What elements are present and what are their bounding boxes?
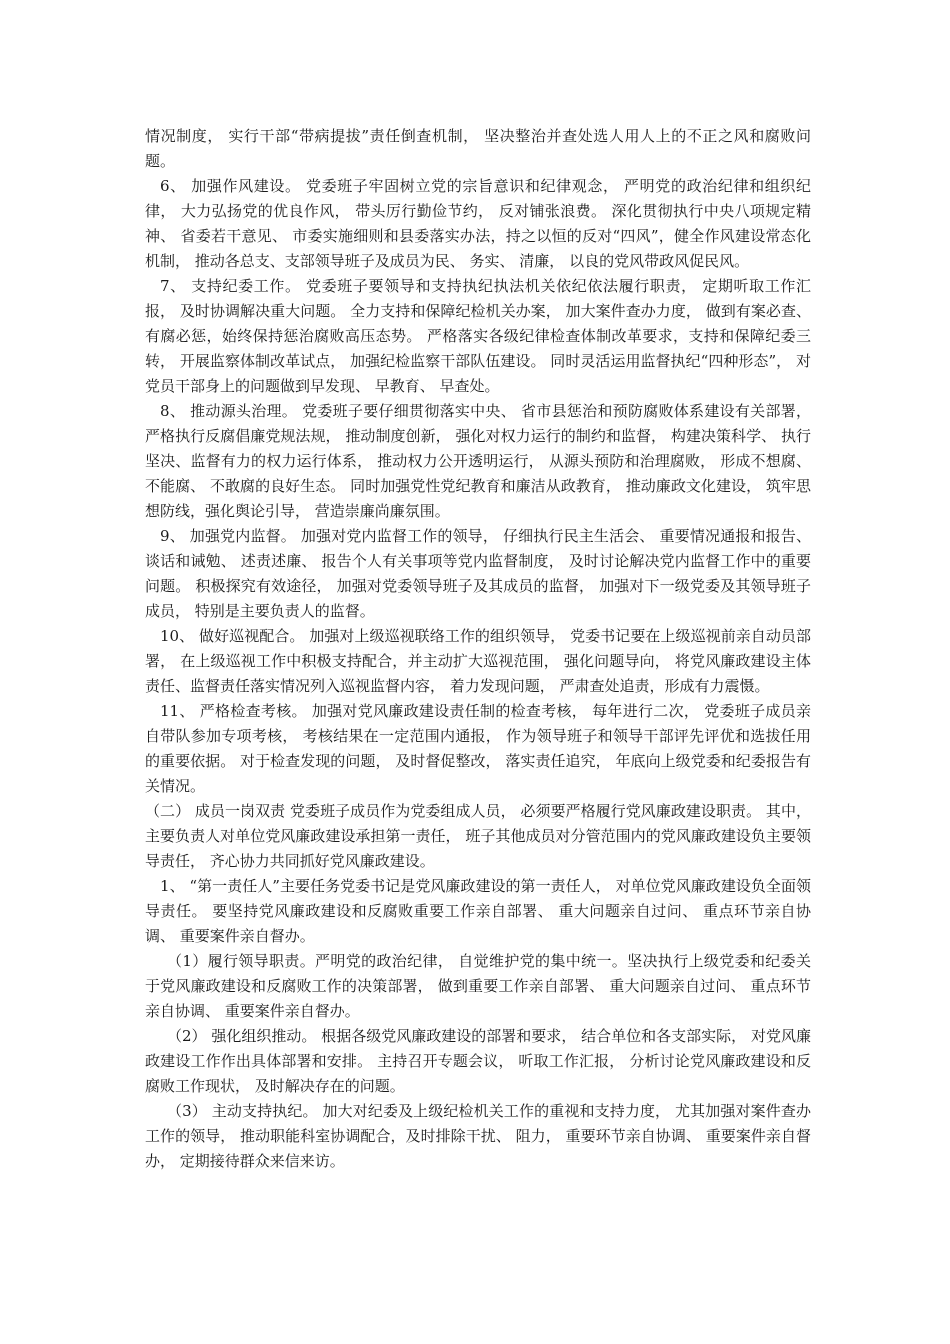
paragraph-9: 1、 “第一责任人”主要任务党委书记是党风廉政建设的第一责任人， 对单位党风廉政建设负全面领导责任。 要坚持党风廉政建设和反腐败重要工作亲自部署、 重大问题亲自过问、 重点环节亲自协调、 重要案件亲自督办。 (145, 877, 811, 945)
paragraph-12: （3） 主动支持执纪。 加大对纪委及上级纪检机关工作的重视和支持力度， 尤其加强对案件查办工作的领导， 推动职能科室协调配合，及时排除干扰、 阻力， 重要环节亲自协调、 重要案件亲自督办， 定期接待群众来信来访。 (145, 1102, 811, 1170)
paragraph-1: 情况制度， 实行干部“带病提拔”责任倒查机制， 坚决整治并查处选人用人上的不正之风和腐败问题。 (145, 127, 811, 170)
paragraph-7: 11、 严格检查考核。 加强对党风廉政建设责任制的检查考核， 每年进行二次， 党委班子成员亲自带队参加专项考核， 考核结果在一定范围内通报， 作为领导班子和领导干部评先评优和选拔任用的重要依据。 对于检查发现的问题， 及时督促整改， 落实责任追究， 年底向上级党委和纪委报告有关情况。 (145, 702, 811, 795)
paragraph-6: 10、 做好巡视配合。 加强对上级巡视联络工作的组织领导， 党委书记要在上级巡视前亲自动员部署， 在上级巡视工作中积极支持配合，并主动扩大巡视范围， 强化问题导向， 将党风廉政建设主体责任、监督责任落实情况列入巡视监督内容， 着力发现问题， 严肃查处追责，形成有力震慑。 (145, 627, 811, 695)
paragraph-10: （1）履行领导职责。严明党的政治纪律， 自觉维护党的集中统一。坚决执行上级党委和纪委关于党风廉政建设和反腐败工作的决策部署， 做到重要工作亲自部署、 重大问题亲自过问、 重点环节亲自协调、 重要案件亲自督办。 (145, 952, 811, 1020)
paragraph-11: （2） 强化组织推动。 根据各级党风廉政建设的部署和要求， 结合单位和各支部实际， 对党风廉政建设工作作出具体部署和安排。 主持召开专题会议， 听取工作汇报， 分析讨论党风廉政建设和反腐败工作现状， 及时解决存在的问题。 (145, 1027, 811, 1095)
document-page (145, 124, 811, 1174)
paragraph-4: 8、 推动源头治理。 党委班子要仔细贯彻落实中央、 省市县惩治和预防腐败体系建设有关部署， 严格执行反腐倡廉党规法规， 推动制度创新， 强化对权力运行的制约和监督， 构建决策科学、 执行坚决、监督有力的权力运行体系， 推动权力公开透明运行， 从源头预防和治理腐败， 形成不想腐、 不能腐、 不敢腐的良好生态。 同时加强党性党纪教育和廉洁从政教育， 推动廉政文化建设， 筑牢思想防线，强化舆论引导， 营造崇廉尚廉氛围。 (145, 402, 811, 520)
paragraph-3: 7、 支持纪委工作。 党委班子要领导和支持执纪执法机关依纪依法履行职责， 定期听取工作汇报， 及时协调解决重大问题。 全力支持和保障纪检机关办案， 加大案件查办力度， 做到有案必查、 有腐必惩，始终保持惩治腐败高压态势。 严格落实各级纪律检查体制改革要求，支持和保障纪委三转， 开展监察体制改革试点， 加强纪检监察干部队伍建设。 同时灵活运用监督执纪“四种形态”， 对党员干部身上的问题做到早发现、 早教育、 早查处。 (145, 277, 811, 395)
paragraph-8: （二） 成员一岗双责 党委班子成员作为党委组成人员， 必须要严格履行党风廉政建设职责。 其中， 主要负责人对单位党风廉政建设承担第一责任， 班子其他成员对分管范围内的党风廉政建设负主要领导责任， 齐心协力共同抓好党风廉政建设。 (145, 802, 811, 870)
paragraph-2: 6、 加强作风建设。 党委班子牢固树立党的宗旨意识和纪律观念， 严明党的政治纪律和组织纪律， 大力弘扬党的优良作风， 带头厉行勤俭节约， 反对铺张浪费。 深化贯彻执行中央八项规定精神、 省委若干意见、 市委实施细则和县委落实办法，持之以恒的反对“四风”，健全作风建设常态化机制， 推动各总支、支部领导班子及成员为民、 务实、 清廉， 以良的党风带政风促民风。 (145, 177, 811, 270)
paragraph-5: 9、 加强党内监督。 加强对党内监督工作的领导， 仔细执行民主生活会、 重要情况通报和报告、 谈话和诫勉、 述责述廉、 报告个人有关事项等党内监督制度， 及时讨论解决党内监督工作中的重要问题。 积极探究有效途径， 加强对党委领导班子及其成员的监督， 加强对下一级党委及其领导班子成员， 特别是主要负责人的监督。 (145, 527, 811, 620)
